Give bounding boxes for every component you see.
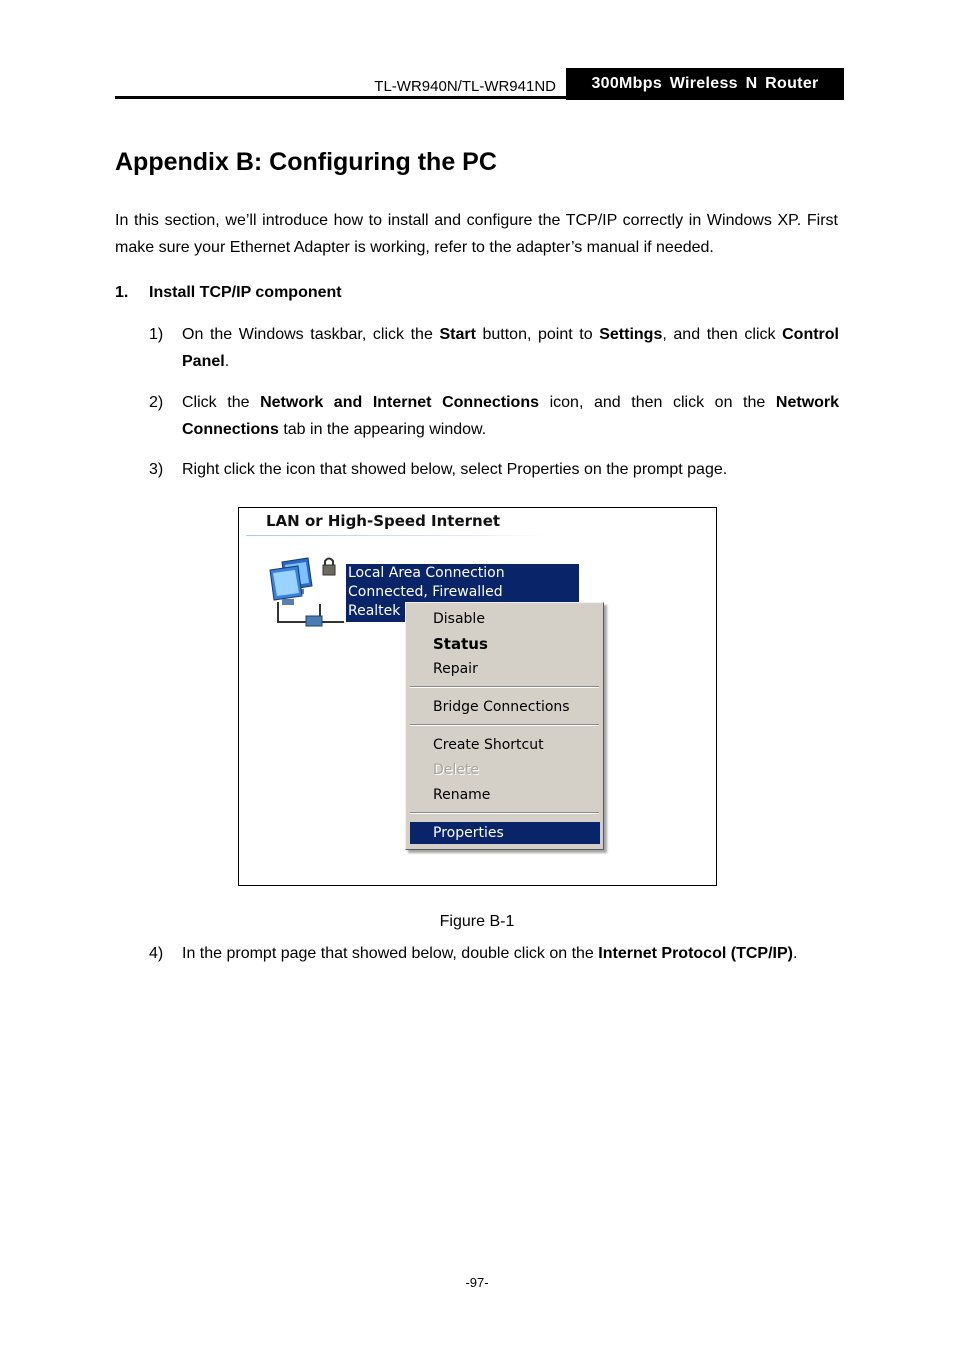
step-number: 4) xyxy=(149,945,164,962)
connection-status: Connected, Firewalled xyxy=(348,584,503,600)
step-text xyxy=(182,940,839,967)
step-text-run: , and then click xyxy=(662,326,783,343)
context-menu xyxy=(405,602,604,850)
connection-device: Realtek xyxy=(348,603,401,619)
step-text xyxy=(182,456,839,483)
step-text-run: . xyxy=(224,353,230,370)
step-text-run: In the prompt page that showed below, double click on the xyxy=(182,945,599,962)
step-number: 2) xyxy=(149,394,164,411)
network-connection-icon[interactable] xyxy=(268,556,348,632)
header-model: TL-WR940N/TL-WR941ND xyxy=(374,78,556,95)
menu-item-create-shortcut[interactable]: Create Shortcut xyxy=(433,737,544,753)
menu-item-disable[interactable]: Disable xyxy=(433,611,485,627)
menu-item-properties[interactable]: Properties xyxy=(410,822,600,844)
connection-name[interactable]: Local Area Connection xyxy=(348,565,505,581)
menu-item-bridge-connections[interactable]: Bridge Connections xyxy=(433,699,570,715)
step-3 xyxy=(149,456,839,483)
step-bold-term: Start xyxy=(439,326,476,343)
step-text-run: button, point to xyxy=(475,326,600,343)
step-text-run: tab in the appearing window. xyxy=(278,421,487,438)
network-group-title: LAN or High-Speed Internet xyxy=(266,512,501,530)
step-2 xyxy=(149,389,839,443)
intro-paragraph: In this section, we’ll introduce how to install and configure the TCP/IP correctly in Windows XP. First make sure your Ethernet Adapter is working, refer to the adapter’s manual if needed. xyxy=(115,212,838,256)
step-text-run: On the Windows taskbar, click the xyxy=(182,326,440,343)
page-number: -97- xyxy=(465,1275,489,1290)
header-product-box: 300Mbps Wireless N Router xyxy=(566,68,844,100)
network-group-rule xyxy=(246,535,546,536)
step-1 xyxy=(149,321,839,375)
step-bold-term: Network Connections xyxy=(182,394,840,438)
section-number: 1. xyxy=(115,284,129,301)
step-text xyxy=(182,389,839,443)
step-bold-term: Settings xyxy=(599,326,663,343)
step-text-run: . xyxy=(792,945,798,962)
menu-item-repair[interactable]: Repair xyxy=(433,661,478,677)
menu-item-rename[interactable]: Rename xyxy=(433,787,491,803)
step-number: 1) xyxy=(149,326,164,343)
menu-item-delete: Delete xyxy=(433,762,479,778)
step-text-run: Right click the icon that showed below, select Properties on the prompt page. xyxy=(182,461,728,478)
page-title: Appendix B: Configuring the PC xyxy=(115,148,497,176)
menu-separator xyxy=(410,686,599,688)
step-4 xyxy=(149,940,839,967)
section-heading xyxy=(115,284,342,302)
step-text-run: icon, and then click on the xyxy=(539,394,776,411)
step-number: 3) xyxy=(149,461,164,478)
figure-caption: Figure B-1 xyxy=(439,913,515,930)
header-rule xyxy=(115,96,567,99)
menu-separator xyxy=(410,812,599,814)
step-text xyxy=(182,321,839,375)
menu-separator xyxy=(410,724,599,726)
step-text-run: Click the xyxy=(182,394,261,411)
step-bold-term: Network and Internet Connections xyxy=(260,394,539,411)
menu-item-status[interactable]: Status xyxy=(433,635,488,653)
step-bold-term: Internet Protocol (TCP/IP) xyxy=(598,945,793,962)
section-heading-text: Install TCP/IP component xyxy=(149,284,342,301)
step-bold-term: Control Panel xyxy=(182,326,839,370)
